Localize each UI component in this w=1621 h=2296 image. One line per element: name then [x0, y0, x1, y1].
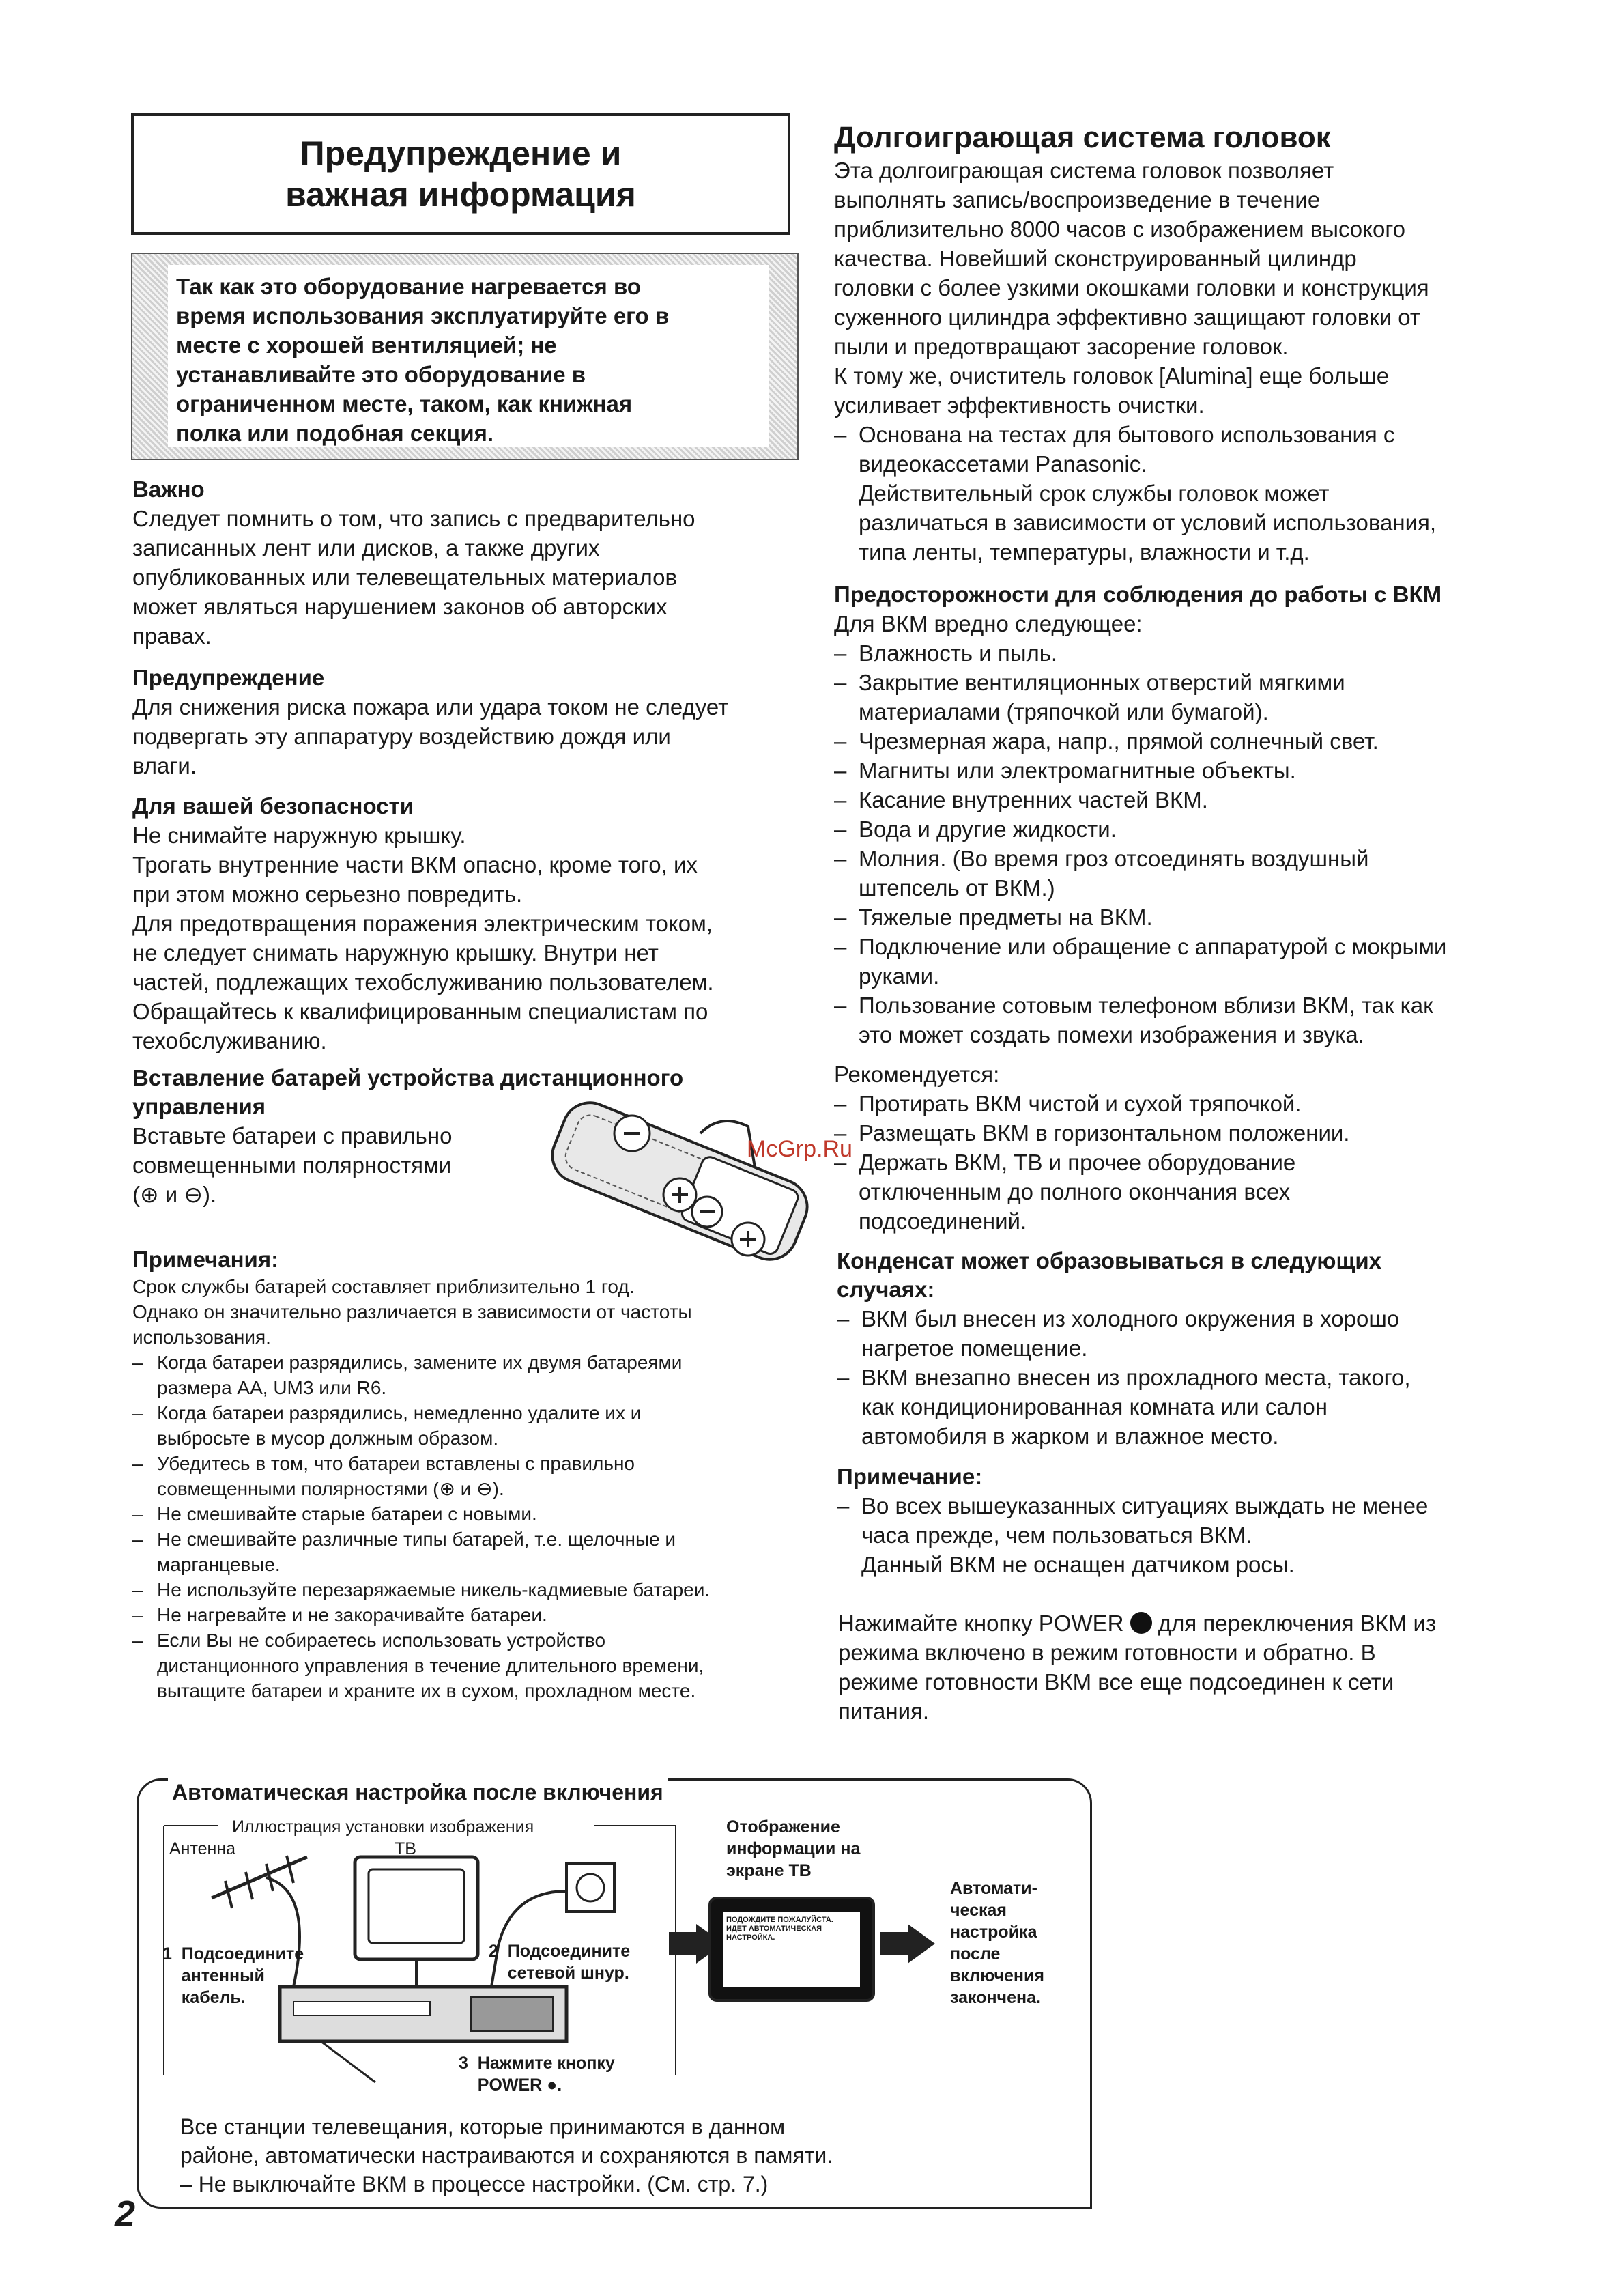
- list-item: – Пользование сотовым телефоном вблизи ВКМ, так как это может создать помехи изображения и звука.: [834, 991, 1517, 1049]
- done-label: Автомати- ческая настройка после включения закончена.: [950, 1879, 1044, 2007]
- list-item: – Если Вы не собираетесь использовать устройство дистанционного управления в течение длительного времени, вытащите батареи и храните их в сухом, прохладном месте.: [132, 1628, 808, 1703]
- list-item: – Основана на тестах для бытового использования с видеокассетами Panasonic. Действительный срок службы головок может различаться в зависимости от условий использования, типа ленты, температуры, влажности и т.д.: [834, 420, 1517, 567]
- power-button-icon: [1130, 1612, 1152, 1634]
- list-item: – Протирать ВКМ чистой и сухой тряпочкой.: [834, 1089, 1517, 1118]
- recommended-section: [834, 1060, 1517, 1236]
- list-item: – Магниты или электромагнитные объекты.: [834, 756, 1517, 785]
- list-item: – Размещать ВКМ в горизонтальном положении.: [834, 1118, 1517, 1148]
- note-list: [837, 1491, 1519, 1579]
- list-item: – Не используйте перезаряжаемые никель-кадмиевые батареи.: [132, 1577, 808, 1602]
- remote-control-illustration: [536, 1092, 823, 1270]
- tv-screen-display: [710, 1898, 874, 2000]
- list-item: – Не нагревайте и не закорачивайте батареи.: [132, 1602, 808, 1628]
- list-item: – Подключение или обращение с аппаратурой с мокрыми руками.: [834, 932, 1517, 991]
- watermark: McGrp.Ru: [747, 1136, 852, 1162]
- step1-label: 1 Подсоедините антенный кабель.: [162, 1944, 304, 2007]
- ventilation-warning-inner: [168, 265, 769, 447]
- important-text: Следует помнить о том, что запись с предварительно записанных лент или дисков, а также других опубликованных или телевещательных материалов может являться нарушением законов об авторских правах.: [132, 506, 695, 649]
- list-item: – Держать ВКМ, ТВ и прочее оборудование отключенным до полного окончания всех подсоединений.: [834, 1148, 1517, 1236]
- step3-label: 3 Нажмите кнопку POWER ●.: [459, 2054, 615, 2095]
- list-item: – Тяжелые предметы на ВКМ.: [834, 903, 1517, 932]
- tv-screen-text: ПОДОЖДИТЕ ПОЖАЛУЙСТА. ИДЕТ АВТОМАТИЧЕСКАЯ НАСТРОЙКА.: [726, 1916, 833, 1942]
- tv-icon: [355, 1857, 478, 1987]
- list-item: – Влажность и пыль.: [834, 638, 1517, 668]
- illustration-caption: Иллюстрация установки изображения: [229, 1816, 536, 1838]
- tv-label: ТВ: [395, 1839, 416, 1858]
- ventilation-warning-text: Так как это оборудование нагревается во время использования эксплуатируйте его в месте с хорошей вентиляцией; не устанавливайте это оборудование в ограниченном месте, таком, как книжная полка или подобная секция.: [176, 274, 670, 446]
- precautions-heading: Предосторожности для соблюдения до работы с ВКМ: [834, 582, 1442, 607]
- note-heading: Примечание:: [837, 1464, 983, 1489]
- condensation-heading: Конденсат может образовываться в следующих случаях:: [837, 1248, 1381, 1302]
- heads-section: [834, 120, 1517, 567]
- list-item: – Убедитесь в том, что батареи вставлены с правильно совмещенными полярностями (⊕ и ⊖).: [132, 1451, 808, 1501]
- step2-label: 2 Подсоедините сетевой шнур.: [489, 1942, 631, 1983]
- precautions-intro: Для ВКМ вредно следующее:: [834, 611, 1143, 636]
- arrow-right-icon: [880, 1924, 935, 1964]
- recommended-intro: Рекомендуется:: [834, 1062, 1000, 1087]
- precautions-list: [834, 638, 1517, 1049]
- power-text-after: для переключения ВКМ из режима включено в режим готовности и обратно. В режиме готовности ВКМ все еще подсоединен к сети питания.: [838, 1611, 1437, 1724]
- title-box: [131, 113, 790, 235]
- list-item: – Не смешивайте старые батареи с новыми.: [132, 1501, 808, 1527]
- warning-text: Для снижения риска пожара или удара током не следует подвергать эту аппаратуру воздействию дождя или влаги.: [132, 694, 729, 778]
- list-item: – ВКМ был внесен из холодного окружения в хорошо нагретое помещение.: [837, 1304, 1519, 1363]
- recommended-list: [834, 1089, 1517, 1236]
- antenna-label: Антенна: [169, 1839, 236, 1858]
- list-item: – Не смешивайте различные типы батарей, т.е. щелочные и марганцевые.: [132, 1527, 808, 1577]
- batteries-heading: Вставление батарей устройства дистанционного управления: [132, 1065, 684, 1119]
- heads-text: Эта долгоиграющая система головок позволяет выполнять запись/воспроизведение в течение приблизительно 8000 часов с изображением высокого качества. Новейший сконструированный цилиндр головки с более узкими окошками головки и конструкция суженного цилиндра эффективно защищают головки от пыли и предотвращают засорение головок. К тому же, очиститель головок [Alumina] еще больше усиливает эффективность очистки.: [834, 158, 1429, 418]
- important-heading: Важно: [132, 477, 205, 502]
- display-label: Отображение информации на экране ТВ: [726, 1817, 861, 1880]
- page-title-line2: важная информация: [285, 175, 636, 214]
- batteries-text: Вставьте батареи с правильно совмещенными полярностями (⊕ и ⊖).: [132, 1123, 453, 1207]
- list-item: – Касание внутренних частей ВКМ.: [834, 785, 1517, 814]
- condensation-section: [837, 1247, 1519, 1451]
- list-item: – Чрезмерная жара, напр., прямой солнечный свет.: [834, 726, 1517, 756]
- list-item: – Вода и другие жидкости.: [834, 814, 1517, 844]
- ventilation-warning-box: [131, 253, 799, 460]
- battery-notes-list: [132, 1350, 808, 1703]
- auto-setup-title: Автоматическая настройка после включения: [168, 1778, 668, 1806]
- battery-notes-section: [132, 1245, 808, 1703]
- important-section: [132, 475, 801, 651]
- heads-list: [834, 420, 1517, 567]
- power-text-before: Нажимайте кнопку POWER: [838, 1611, 1130, 1636]
- list-item: – Когда батареи разрядились, немедленно удалите их и выбросьте в мусор должным образом.: [132, 1400, 808, 1451]
- power-paragraph: [838, 1608, 1521, 1726]
- list-item: – Закрытие вентиляционных отверстий мягкими материалами (тряпочкой или бумагой).: [834, 668, 1517, 726]
- warning-section: [132, 664, 801, 780]
- list-item: – Когда батареи разрядились, замените их двумя батареями размера AA, UM3 или R6.: [132, 1350, 808, 1400]
- list-item: – Молния. (Во время гроз отсоединять воздушный штепсель от ВКМ.): [834, 844, 1517, 903]
- safety-heading: Для вашей безопасности: [132, 793, 414, 819]
- battery-notes-intro: Срок службы батарей составляет приблизительно 1 год. Однако он значительно различается в зависимости от частоты использования.: [132, 1276, 692, 1348]
- condensation-list: [837, 1304, 1519, 1451]
- page-title-line1: Предупреждение и: [300, 134, 622, 173]
- note-section: [837, 1462, 1519, 1579]
- list-item: – Во всех вышеуказанных ситуациях выждать не менее часа прежде, чем пользоваться ВКМ. Данный ВКМ не оснащен датчиком росы.: [837, 1491, 1519, 1579]
- battery-notes-heading: Примечания:: [132, 1247, 279, 1272]
- warning-heading: Предупреждение: [132, 665, 325, 690]
- auto-setup-footer: Все станции телевещания, которые принимаются в данном районе, автоматически настраиваются и сохраняются в памяти. – Не выключайте ВКМ в процессе настройки. (См. стр. 7.): [180, 2114, 833, 2196]
- safety-text: Не снимайте наружную крышку. Трогать внутренние части ВКМ опасно, кроме того, их при этом можно серьезно повредить. Для предотвращения поражения электрическим током, не следует снимать наружную крышку. Внутри нет частей, подлежащих техобслуживанию пользователем. Обращайтесь к квалифицированным специалистам по техобслуживанию.: [132, 823, 714, 1053]
- precautions-section: [834, 580, 1517, 1049]
- heads-heading: Долгоиграющая система головок: [834, 121, 1331, 154]
- list-item: – ВКМ внезапно внесен из прохладного места, такого, как кондиционированная комната или салон автомобиля в жарком и влажное место.: [837, 1363, 1519, 1451]
- safety-section: [132, 792, 801, 1055]
- page-number: 2: [115, 2194, 136, 2235]
